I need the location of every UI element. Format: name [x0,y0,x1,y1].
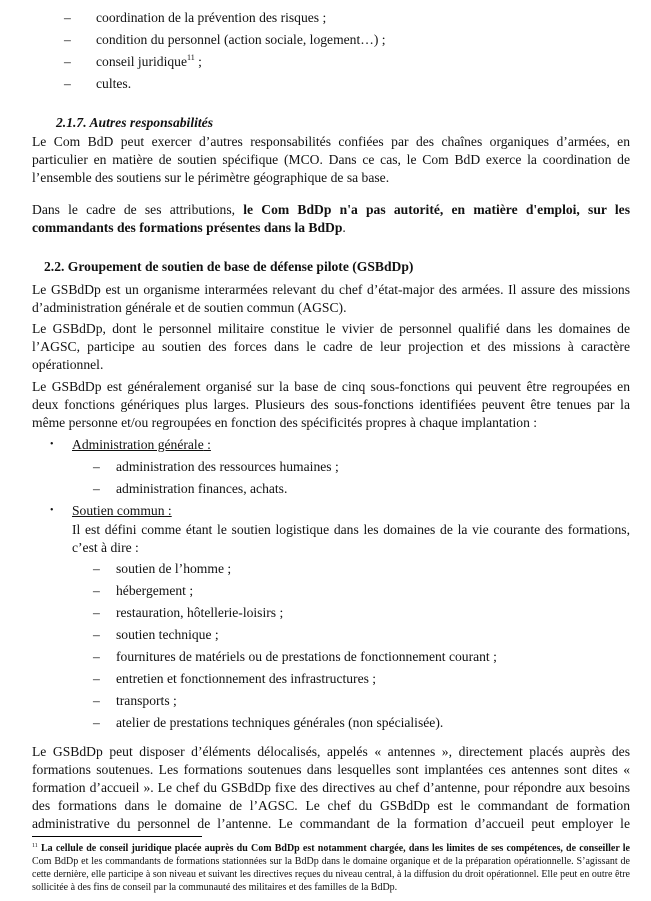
paragraph: Il est défini comme étant le soutien logistique dans les domaines de la vie courante des formations, c’est à dire : [72,522,630,555]
dash-marker: – [93,693,100,708]
dash-marker: – [93,627,100,642]
dash-marker: – [64,76,71,91]
paragraph: Le Com BdD peut exercer d’autres responsabilités confiées par des chaînes organiques d’armées, en particulier en matière de soutien spécifique (MCO. Dans ce cas, le Com BdD exerce la coordination de l’ensemble des soutiens sur le périmètre géographique de sa base. [32,134,630,185]
footnote: $^{11}$ La cellule de conseil juridique placée auprès du Com BdDp est notamment chargée, dans les limites de ses compétences, de conseiller le Com BdDp et les commandants de formations stationnées sur la BdDp dans le domaine organique et de la préparation opérationnelle. S’agissant de cette dernière, elle participe à son niveau et suivant les directives reçues du niveau central, à la diffusion du droit opérationnel. Elle peut en outre être sollicitée à des fins de conseil par la communauté des militaires et des familles de la BdDp. [32,843,630,893]
dash-marker: – [93,561,100,576]
dash-marker: – [93,649,100,664]
dash-marker: – [93,459,100,474]
section-heading-2-2: 2.2. Groupement de soutien de base de défense pilote (GSBdDp) [44,259,414,274]
section-heading-2-1-7: 2.1.7. Autres responsabilités [56,115,213,130]
paragraph: Le GSBdDp peut disposer d’éléments délocalisés, appelés « antennes », directement placés auprès des formations soutenues. Les formations soutenues dans lesquelles sont implantées ces antennes sont dites « formation d’accueil ». Le chef du GSBdDp fixe des directives au chef d’antenne, pour répondre aux besoins des formations dans le domaine de l’AGSC. Le chef du GSBdDp est le commandant de formation administrative du personnel de l’antenne. Le commandant de la formation d’accueil peut employer le [32,744,630,831]
dash-marker: – [93,583,100,598]
dash-marker: – [93,605,100,620]
bullet-marker: • [50,439,54,450]
dash-marker: – [93,715,100,730]
paragraph: Le GSBdDp est un organisme interarmées relevant du chef d’état-major des armées. Il assure des missions d’administration générale et de soutien commun (AGSC). [32,282,630,315]
dash-marker: – [64,32,71,47]
document-page: – coordination de la prévention des risques ; – condition du personnel (action sociale, logement…) ; – conseil juridique$^{11}$ ; – cultes. 2.1.7. Autres responsabilités Le Com BdD peut exercer d’autres responsabilités confiées par des chaînes organiques d’armées, en particulier en matière de soutien spécifique (MCO. Dans ce cas, le Com BdD exerce la coordination de l’ensemble des soutiens sur le périmètre géographique de sa base. Dans le cadre de ses attributions, le Com BdDp n'a pas autorité, en matière d'emploi, sur les commandants des formations présentes dans la BdDp. 2.2. Groupement de soutien de base de défense pilote (GSBdDp) Le GSBdDp est un organisme interarmées relevant du chef d’état-major des armées. Il assure des missions d’administration générale et de soutien commun (AGSC). Le GSBdDp, dont le personnel militaire constitue le vivier de personnel qualifié dans les domaines de l’AGSC, participe au soutien des forces dans le cadre de leur projection et des missions à caractère opérationnel. Le GSBdDp est généralement organisé sur la base de cinq sous-fonctions qui peuvent être regroupées en deux fonctions génériques plus larges. Plusieurs des sous-fonctions identifiées peuvent être tenues par la même personne et/ou regroupées en fonction des spécificités propres à chaque implantation : • Administration générale : – administration des ressources humaines ; – administration finances, achats. • Soutien commun : Il est défini comme étant le soutien logistique dans les domaines de la vie courante des formations, c’est à dire : – soutien de l’homme ; – hébergement ; – restauration, hôtellerie-loisirs ; – soutien technique ; – fournitures de matériels ou de prestations de fonctionnement courant ; – entretien et fonctionnement des infrastructures ; – transports ; – atelier de prestations techniques générales (non spécialisée). Le GSBdDp peut disposer d’éléments délocalisés, appelés « antennes », directement placés auprès des formations soutenues. Les formations soutenues dans lesquelles sont implantées ces antennes sont dites « formation d’accueil ». Le chef du GSBdDp fixe des directives au chef d’antenne, pour répondre aux besoins des formations dans le domaine de l’AGSC. Le chef du GSBdDp est le commandant de formation administrative du personnel de l’antenne. Le commandant de la formation d’accueil peut employer le $^{11}$ La cellule de conseil juridique placée auprès du Com BdDp est notamment chargée, dans les limites de ses compétences, de conseiller le Com BdDp et les commandants de formations stationnées sur la BdDp dans le domaine organique et de la préparation opérationnelle. S’agissant de cette dernière, elle participe à son niveau et suivant les directives reçues du niveau central, à la diffusion du droit opérationnel. Elle peut en outre être sollicitée à des fins de conseil par la communauté des militaires et des familles de la BdDp. [32,10,630,893]
dash-marker: – [93,671,100,686]
paragraph: Le GSBdDp, dont le personnel militaire constitue le vivier de personnel qualifié dans les domaines de l’AGSC, participe au soutien des forces dans le cadre de leur projection et des missions à caractère opérationnel. [32,321,630,372]
bullet-marker: • [50,505,54,516]
footnote-ref[interactable]: 11 [186,53,195,62]
paragraph: Dans le cadre de ses attributions, le Com BdDp n'a pas autorité, en matière d'emploi, sur les commandants des formations présentes dans la BdDp. [32,202,630,235]
footnote-number: 11 [32,843,38,849]
dash-marker: – [64,54,71,69]
paragraph: Le GSBdDp est généralement organisé sur la base de cinq sous-fonctions qui peuvent être regroupées en deux fonctions génériques plus larges. Plusieurs des sous-fonctions identifiées peuvent être tenues par la même personne et/ou regroupées en fonction des spécificités propres à chaque implantation : [32,379,630,430]
dash-marker: – [93,481,100,496]
footnote-separator [32,836,202,837]
emphasis-text: le Com BdDp n'a pas autorité, en matière d'emploi, sur les commandants des formations présentes dans la BdDp [32,202,630,235]
dash-marker: – [64,10,71,25]
